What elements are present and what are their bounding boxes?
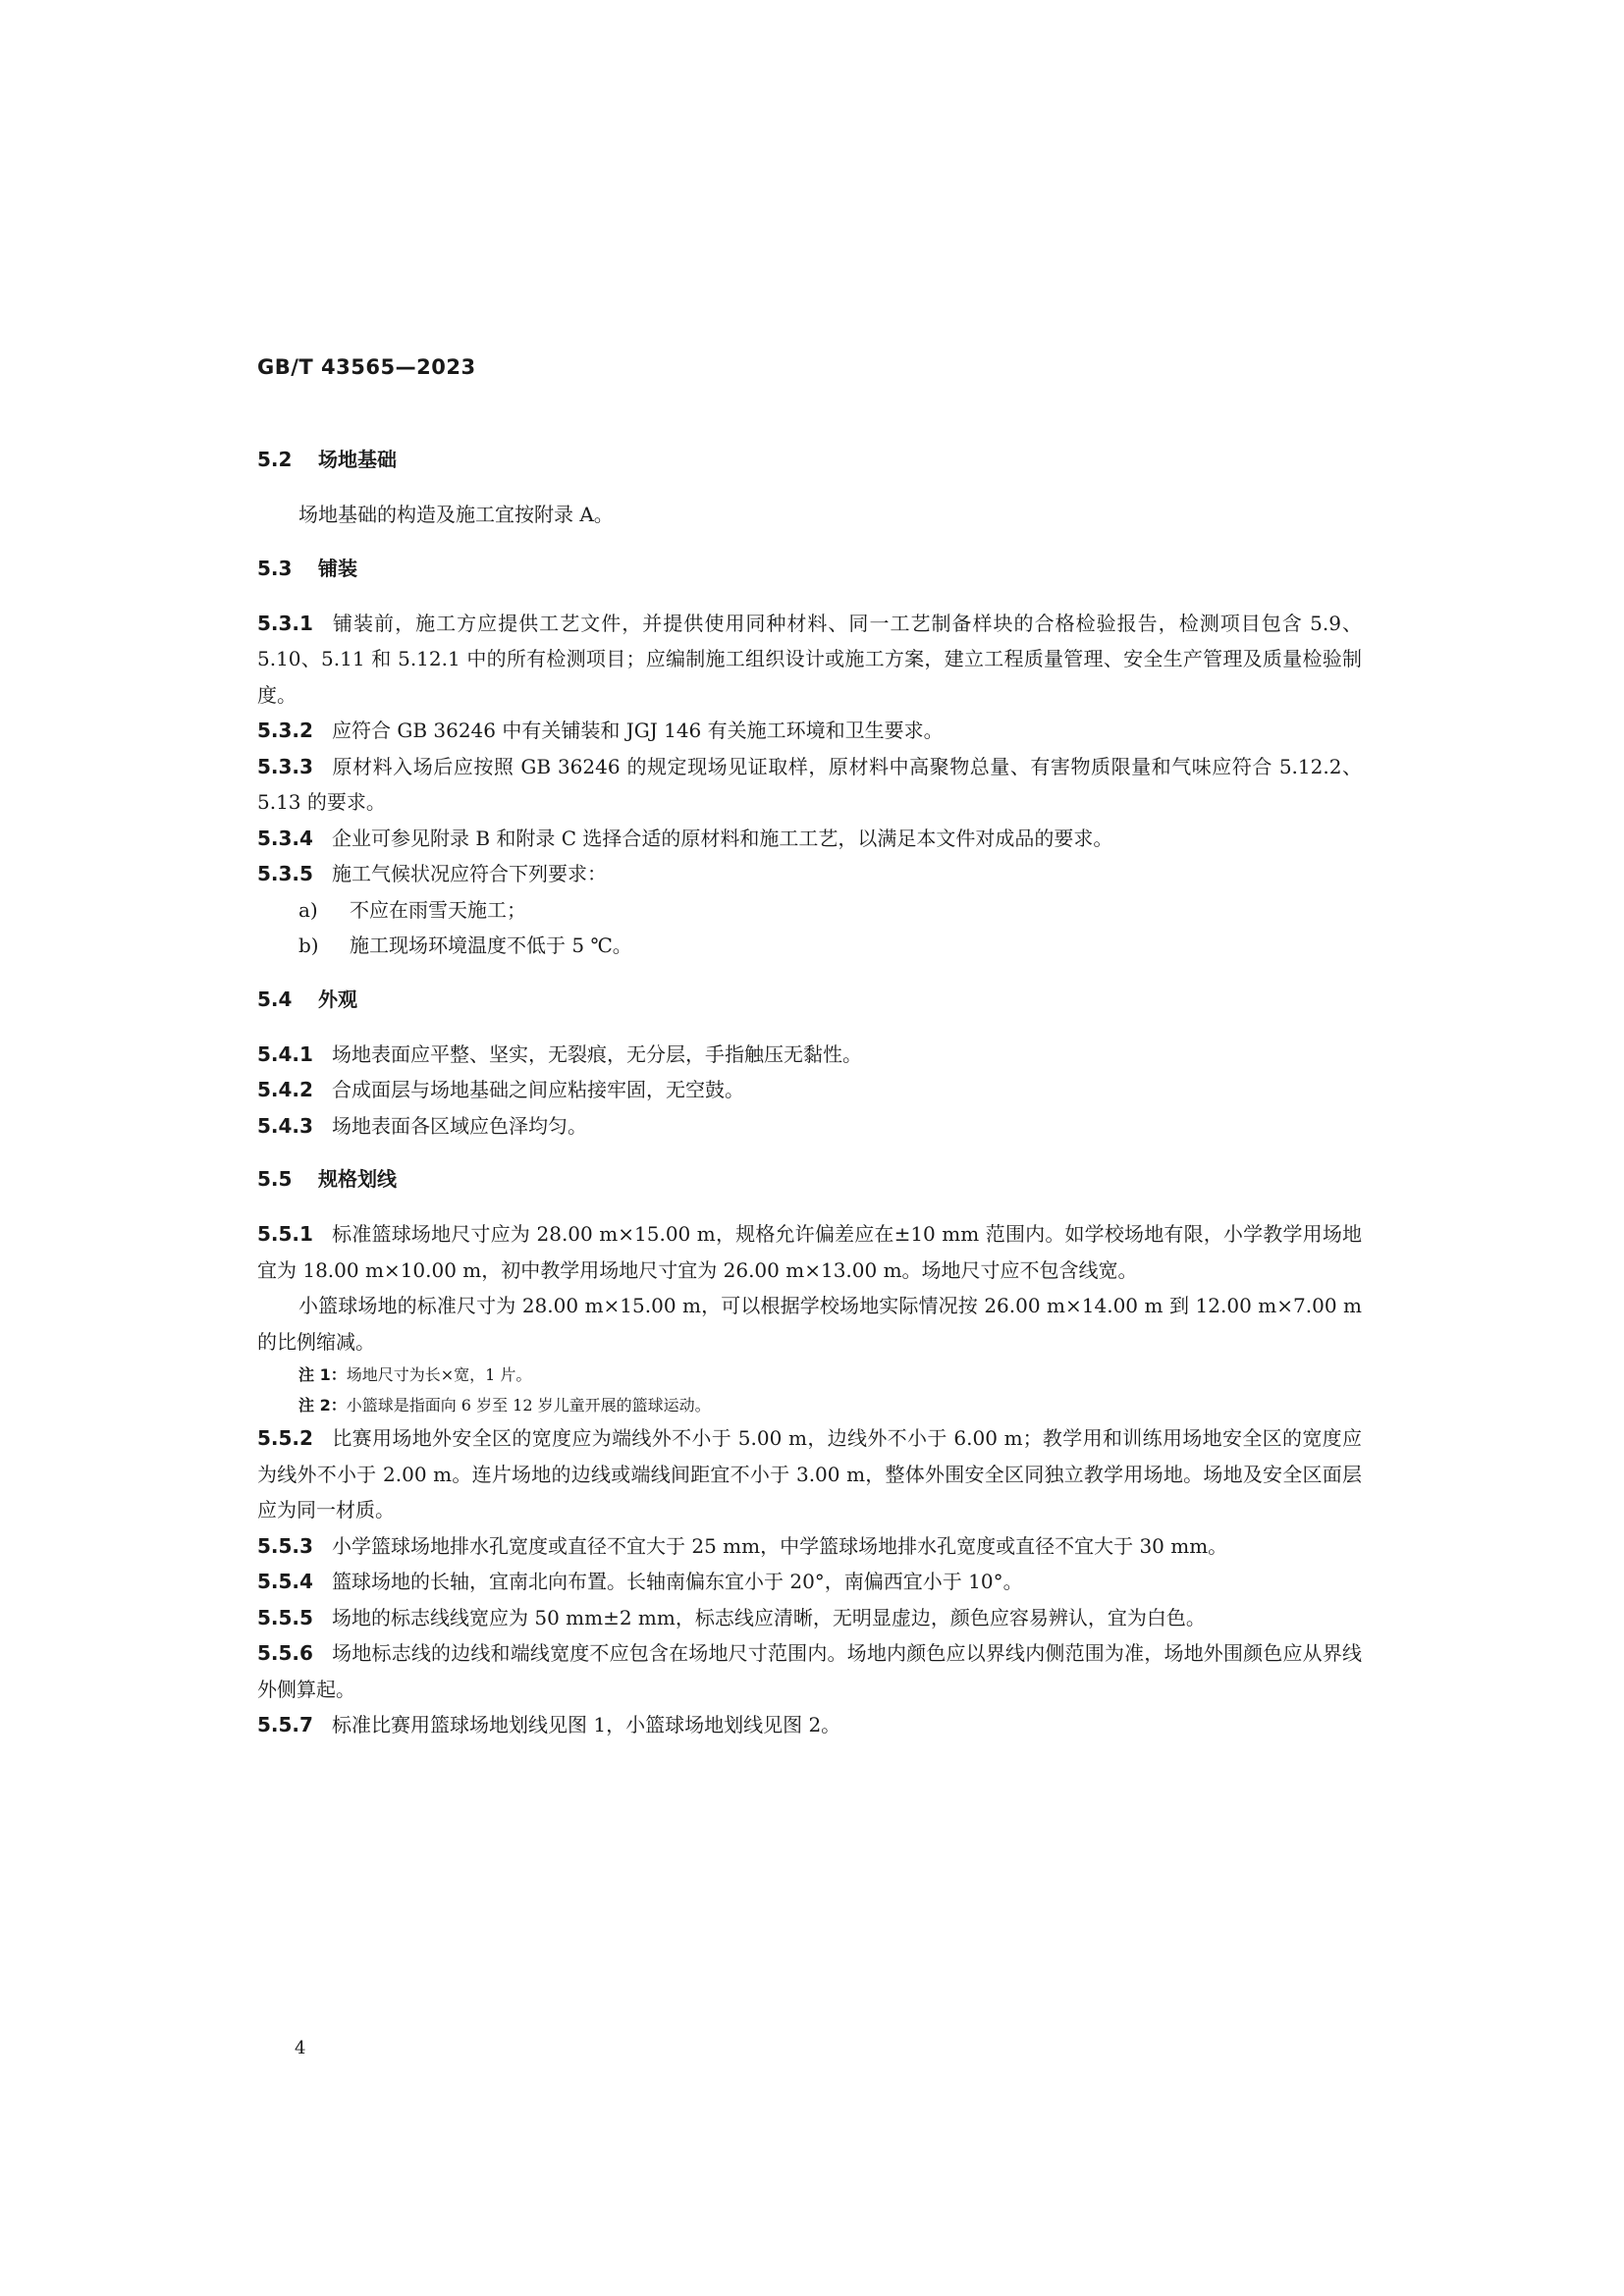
clause-5-5-1-paragraph-2: 小篮球场地的标准尺寸为 28.00 m×15.00 m，可以根据学校场地实际情况按 26.00 m×14.00 m 到 12.00 m×7.00 m 的比例缩减。 <box>257 1294 1362 1354</box>
section-title: 场地基础 <box>318 448 397 471</box>
paragraph-5-2: 场地基础的构造及施工宜按附录 A。 <box>298 503 614 526</box>
list-item-label: a) <box>298 897 318 922</box>
clause-5-5-3 <box>257 1528 1362 1565</box>
section-number: 5.4 <box>257 987 293 1011</box>
list-item <box>257 892 1362 929</box>
section-heading-5-4 <box>257 980 1362 1019</box>
clause-5-5-4 <box>257 1564 1362 1600</box>
section-heading-5-2 <box>257 440 1362 479</box>
clause-number: 5.5.7 <box>257 1713 313 1736</box>
clause-number: 5.5.6 <box>257 1641 313 1665</box>
clause-number: 5.5.2 <box>257 1426 313 1450</box>
clause-5-5-2 <box>257 1420 1362 1528</box>
list-item-label: b) <box>298 934 319 957</box>
clause-number: 5.5.5 <box>257 1605 313 1629</box>
clause-text: 标准篮球场地尺寸应为 28.00 m×15.00 m，规格允许偏差应在±10 mm 范围内。如学校场地有限，小学教学用场地宜为 18.00 m×10.00 m，初中教学用场地尺寸宜为 26.00 m×13.00 m。场地尺寸应不包含线宽。 <box>257 1222 1362 1282</box>
clause-number: 5.3.3 <box>257 754 313 778</box>
clause-number: 5.3.2 <box>257 719 313 742</box>
clause-5-3-1 <box>257 606 1362 714</box>
clause-number: 5.3.4 <box>257 826 313 850</box>
note-2 <box>257 1390 1362 1420</box>
clause-number: 5.5.4 <box>257 1570 313 1593</box>
note-label: 注 2： <box>298 1396 347 1415</box>
clause-number: 5.5.1 <box>257 1222 313 1246</box>
note-label: 注 1： <box>298 1365 347 1384</box>
clause-text: 场地表面各区域应色泽均匀。 <box>332 1113 587 1138</box>
clause-5-5-1 <box>257 1216 1362 1288</box>
section-title: 铺装 <box>318 556 357 580</box>
clause-text: 应符合 GB 36246 中有关铺装和 JGJ 146 有关施工环境和卫生要求。 <box>332 719 944 742</box>
note-text: 小篮球是指面向 6 岁至 12 岁儿童开展的篮球运动。 <box>346 1396 711 1415</box>
clause-number: 5.4.1 <box>257 1041 313 1066</box>
clause-number: 5.3.5 <box>257 862 313 885</box>
section-title: 外观 <box>318 987 357 1011</box>
page-number: 4 <box>295 2038 306 2058</box>
clause-text: 场地标志线的边线和端线宽度不应包含在场地尺寸范围内。场地内颜色应以界线内侧范围为准，场地外围颜色应从界线外侧算起。 <box>257 1641 1362 1701</box>
clause-text: 场地的标志线线宽应为 50 mm±2 mm，标志线应清晰，无明显虚边，颜色应容易辨认，宜为白色。 <box>332 1605 1206 1629</box>
note-1 <box>257 1360 1362 1390</box>
clause-text: 企业可参见附录 B 和附录 C 选择合适的原材料和施工工艺，以满足本文件对成品的要求。 <box>332 826 1113 850</box>
document-code: GB/T 43565—2023 <box>257 355 476 379</box>
document-body <box>257 440 1362 1743</box>
clause-text: 比赛用场地外安全区的宽度应为端线外不小于 5.00 m，边线外不小于 6.00 m；教学用和训练用场地安全区的宽度应为线外不小于 2.00 m。连片场地的边线或端线间距宜不小于 3.00 m，整体外围安全区同独立教学用场地。场地及安全区面层应为同一材质。 <box>257 1426 1362 1522</box>
section-number: 5.5 <box>257 1167 293 1191</box>
list-item-text: 施工现场环境温度不低于 5 ℃。 <box>350 934 632 957</box>
clause-5-4-1 <box>257 1037 1362 1073</box>
clause-text: 合成面层与场地基础之间应粘接牢固，无空鼓。 <box>332 1078 744 1101</box>
clause-5-3-3 <box>257 749 1362 821</box>
section-number: 5.3 <box>257 556 293 580</box>
section-number: 5.2 <box>257 448 293 471</box>
clause-text: 原材料入场后应按照 GB 36246 的规定现场见证取样，原材料中高聚物总量、有害物质限量和气味应符合 5.12.2、5.13 的要求。 <box>257 754 1362 814</box>
clause-5-5-7 <box>257 1707 1362 1743</box>
note-text: 场地尺寸为长×宽，1 片。 <box>346 1365 532 1384</box>
clause-number: 5.4.3 <box>257 1113 313 1138</box>
clause-number: 5.5.3 <box>257 1533 313 1558</box>
clause-text: 施工气候状况应符合下列要求： <box>332 862 607 885</box>
section-heading-5-3 <box>257 549 1362 588</box>
clause-text: 场地表面应平整、坚实，无裂痕，无分层，手指触压无黏性。 <box>332 1041 862 1066</box>
clause-text: 篮球场地的长轴，宜南北向布置。长轴南偏东宜小于 20°，南偏西宜小于 10°。 <box>332 1570 1023 1593</box>
list-item <box>257 928 1362 964</box>
clause-5-5-6 <box>257 1635 1362 1707</box>
section-title: 规格划线 <box>318 1167 397 1191</box>
section-heading-5-5 <box>257 1159 1362 1199</box>
clause-5-4-2 <box>257 1072 1362 1108</box>
clause-5-3-5 <box>257 856 1362 892</box>
clause-number: 5.3.1 <box>257 611 313 635</box>
clause-text: 铺装前，施工方应提供工艺文件，并提供使用同种材料、同一工艺制备样块的合格检验报告，检测项目包含 5.9、5.10、5.11 和 5.12.1 中的所有检测项目；应编制施工组织设计或施工方案，建立工程质量管理、安全生产管理及质量检验制度。 <box>257 611 1362 707</box>
clause-5-4-3 <box>257 1108 1362 1145</box>
clause-5-3-4 <box>257 821 1362 857</box>
clause-5-3-2 <box>257 713 1362 749</box>
list-item-text: 不应在雨雪天施工； <box>350 897 526 922</box>
clause-5-5-5 <box>257 1600 1362 1636</box>
clause-number: 5.4.2 <box>257 1078 313 1101</box>
clause-text: 小学篮球场地排水孔宽度或直径不宜大于 25 mm，中学篮球场地排水孔宽度或直径不宜大于 30 mm。 <box>332 1533 1228 1558</box>
clause-text: 标准比赛用篮球场地划线见图 1，小篮球场地划线见图 2。 <box>332 1713 841 1736</box>
